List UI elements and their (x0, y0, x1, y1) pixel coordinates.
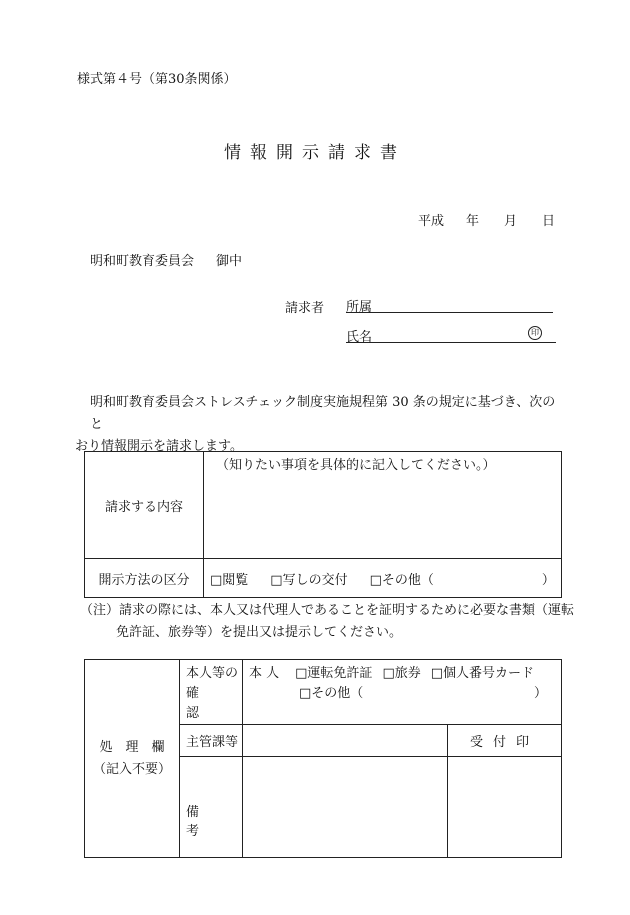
document-title: 情報開示請求書 (224, 143, 406, 163)
name-label: 氏名 (346, 330, 373, 345)
receipt-stamp-label: 受付印 (448, 725, 562, 757)
note-line2: 免許証、旅券等）を提出又は提示してください。 (116, 625, 403, 640)
processing-note: （記入不要） (92, 761, 171, 777)
seal-mark: 印 (528, 326, 542, 340)
confirm-label-bottom: 確認 (186, 686, 218, 721)
dept-field[interactable] (243, 725, 448, 757)
request-statement (75, 392, 565, 458)
content-label: 請求する内容 (85, 452, 204, 559)
id-drivers-license[interactable]: □運転免許証 (295, 666, 373, 681)
id-my-number-card[interactable]: □個人番号カード (430, 666, 535, 681)
date-month: 月 (504, 214, 518, 229)
requester-label: 請求者 (285, 301, 325, 316)
id-other[interactable]: □その他（ (299, 686, 364, 701)
option-view[interactable]: □閲覧 (210, 572, 249, 588)
processing-label: 処 理 欄 (99, 739, 165, 755)
form-number: 様式第４号（第30条関係） (77, 72, 237, 87)
processing-section-label (85, 660, 180, 858)
content-hint: （知りたい事項を具体的に記入してください。） (216, 458, 496, 473)
processing-table (84, 659, 562, 858)
option-other-close: ） (541, 572, 555, 588)
date-era: 平成 (418, 214, 445, 229)
request-statement-line2: おり情報開示を請求します。 (75, 439, 243, 454)
note-line1: （注）請求の際には、本人又は代理人であることを証明するために必要な書類（運転 (80, 603, 575, 618)
date-day: 日 (542, 214, 556, 229)
remarks-label-cell (180, 757, 243, 858)
receipt-stamp-area (448, 757, 562, 858)
remarks-field[interactable] (243, 757, 448, 858)
dept-label-cell (180, 725, 243, 757)
request-statement-line1: 明和町教育委員会ストレスチェック制度実施規程第 30 条の規定に基づき、次のと (90, 395, 556, 432)
addressee (90, 250, 242, 269)
method-label: 開示方法の区分 (85, 559, 204, 598)
identity-check-cell (243, 660, 562, 725)
confirm-label-top: 本人等の (186, 666, 239, 681)
remarks-label: 備考 (186, 805, 220, 839)
note (80, 600, 574, 644)
option-other[interactable]: □その他（ (369, 572, 434, 588)
addressee-name: 明和町教育委員会 (90, 254, 195, 269)
date-line (418, 210, 555, 229)
affiliation-field[interactable] (346, 295, 553, 313)
self-label: 本 人 (249, 666, 280, 681)
request-table (84, 451, 562, 598)
id-other-close: ） (533, 686, 547, 701)
name-field[interactable] (346, 325, 556, 343)
affiliation-label: 所属 (346, 300, 373, 315)
method-options (204, 559, 562, 598)
confirm-label-cell (180, 660, 243, 725)
date-year: 年 (466, 214, 480, 229)
option-copy[interactable]: □写しの交付 (270, 572, 348, 588)
dept-label: 主管課等 (186, 735, 239, 750)
content-field[interactable] (204, 452, 562, 559)
addressee-honorific: 御中 (216, 254, 243, 269)
id-passport[interactable]: □旅券 (382, 666, 421, 681)
